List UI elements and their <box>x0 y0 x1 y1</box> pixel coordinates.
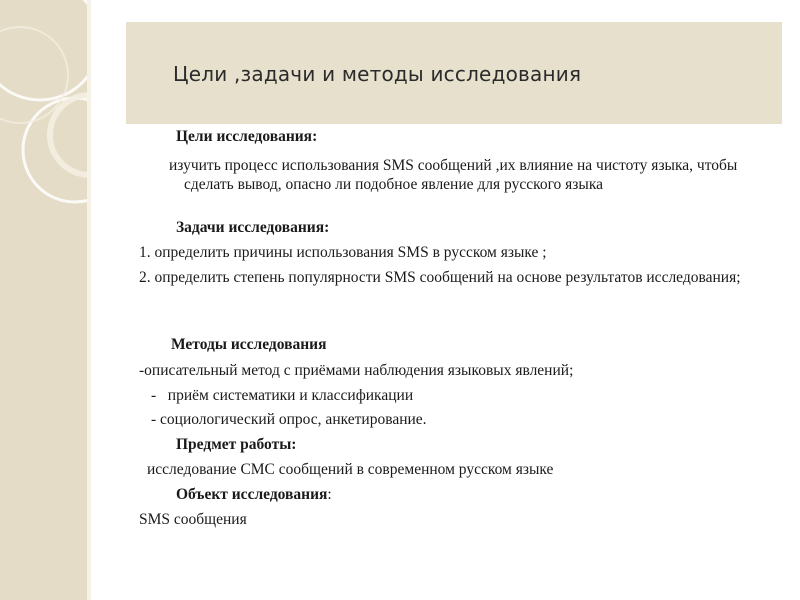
subject-text: исследование СМС сообщений в современном русском языке <box>147 461 554 478</box>
decorative-left-panel <box>0 0 87 600</box>
object-colon: : <box>327 486 332 503</box>
method-3: - социологический опрос, анкетирование. <box>151 411 427 428</box>
decorative-circles <box>0 0 87 600</box>
task-1: 1. определить причины использования SMS в русском языке ; <box>139 244 547 261</box>
method-2: - приём систематики и классификации <box>151 387 414 404</box>
subject-heading: Предмет работы: <box>176 436 297 453</box>
methods-heading: Методы исследования <box>171 336 327 353</box>
goals-heading: Цели исследования: <box>176 128 318 145</box>
tasks-heading: Задачи исследования: <box>176 219 330 236</box>
object-heading-line <box>176 485 332 504</box>
decorative-stripe <box>87 0 91 600</box>
goals-text: изучить процесс использования SMS сообщений ,их влияние на чистоту языка, чтобы сделать вывод, опасно ли подобное явление для русского языка <box>169 157 738 193</box>
object-text: SMS сообщения <box>139 511 247 528</box>
object-heading: Объект исследования <box>176 486 328 503</box>
slide-title: Цели ,задачи и методы исследования <box>173 62 582 86</box>
method-1: -описательный метод с приёмами наблюдения языковых явлений; <box>139 362 574 379</box>
task-2: 2. определить степень популярности SMS сообщений на основе результатов исследования; <box>139 269 741 286</box>
